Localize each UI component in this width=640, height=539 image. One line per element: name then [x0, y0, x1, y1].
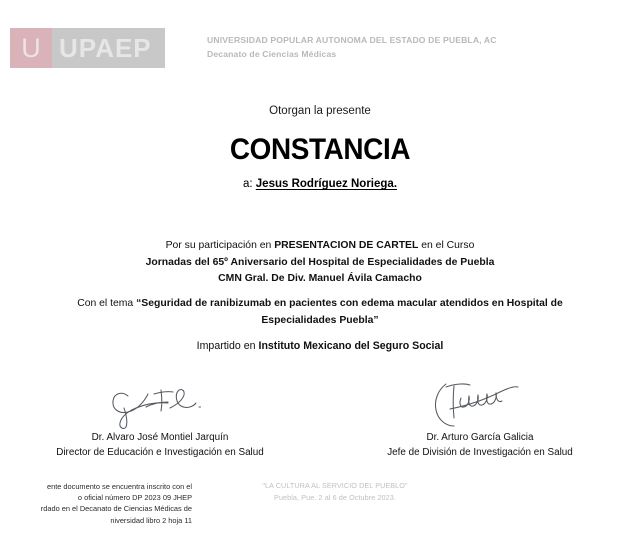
theme-block: [0, 296, 640, 329]
university-motto: "LA CULTURA AL SERVICIO DEL PUEBLO": [262, 481, 408, 490]
registration-line-4: niversidad libro 2 hoja 11: [110, 515, 192, 525]
upaep-wordmark-text: UPAEP: [59, 33, 152, 63]
participation-prefix: Por su participación en: [165, 240, 272, 251]
upaep-wordmark-box: [52, 28, 165, 68]
participation-activity: PRESENTACION DE CARTEL: [274, 240, 419, 251]
signatory-role: Jefe de División de Investigación en Salud: [387, 447, 573, 458]
participation-line-1: [0, 238, 640, 255]
signature-section: [0, 378, 640, 463]
upaep-u-letter: U: [21, 32, 41, 63]
upaep-u-mark-icon: [10, 28, 52, 68]
registration-note: [0, 481, 192, 526]
participation-suffix: en el Curso: [421, 240, 475, 251]
award-title: CONSTANCIA: [229, 133, 411, 166]
handwritten-signature-icon: [10, 378, 310, 430]
venue-prefix: Impartido en: [196, 340, 256, 352]
institution-heading: [207, 33, 497, 61]
theme-prefix: Con el tema: [77, 298, 134, 309]
course-name: Jornadas del 65º Aniversario del Hospital de Especialidades de Puebla: [145, 256, 495, 268]
handwritten-signature-icon: [330, 378, 630, 430]
venue-block: [0, 340, 640, 352]
recipient-line: [0, 178, 640, 190]
registration-line-3: rdado en el Decanato de Ciencias Médicas de: [40, 504, 192, 514]
place-and-date: Puebla, Pue. 2 al 6 de Octubre 2023.: [274, 492, 396, 502]
upaep-logo: [10, 28, 165, 68]
signature-block-right: [330, 378, 630, 460]
footer-motto-block: [230, 480, 440, 503]
registration-line-1: ente documento se encuentra inscrito con el: [46, 482, 192, 491]
certificate-header: [0, 0, 640, 86]
venue-name: Instituto Mexicano del Seguro Social: [258, 340, 444, 352]
signature-block-left: [10, 378, 310, 460]
signatory-role: Director de Educación e Investigación en Salud: [56, 447, 264, 458]
recipient-prefix: a:: [242, 178, 253, 190]
participation-block: [0, 238, 640, 288]
course-subtitle: CMN Gral. De Div. Manuel Ávila Camacho: [218, 273, 422, 284]
signatory-name: Dr. Alvaro José Montiel Jarquín: [91, 432, 229, 443]
signatory-name: Dr. Arturo García Galicia: [426, 432, 534, 443]
theme-title: “Seguridad de ranibizumab en pacientes con edema macular atendidos en Hospital de Especialidades Puebla”: [136, 298, 563, 326]
award-intro-text: Otorgan la presente: [269, 105, 371, 117]
recipient-name: Jesus Rodríguez Noriega.: [255, 178, 398, 190]
institution-name: UNIVERSIDAD POPULAR AUTONOMA DEL ESTADO DE PUEBLA, AC: [207, 35, 497, 45]
institution-department: Decanato de Ciencias Médicas: [207, 49, 337, 59]
registration-line-2: o oficial número DP 2023 09 JHEP: [77, 493, 192, 503]
